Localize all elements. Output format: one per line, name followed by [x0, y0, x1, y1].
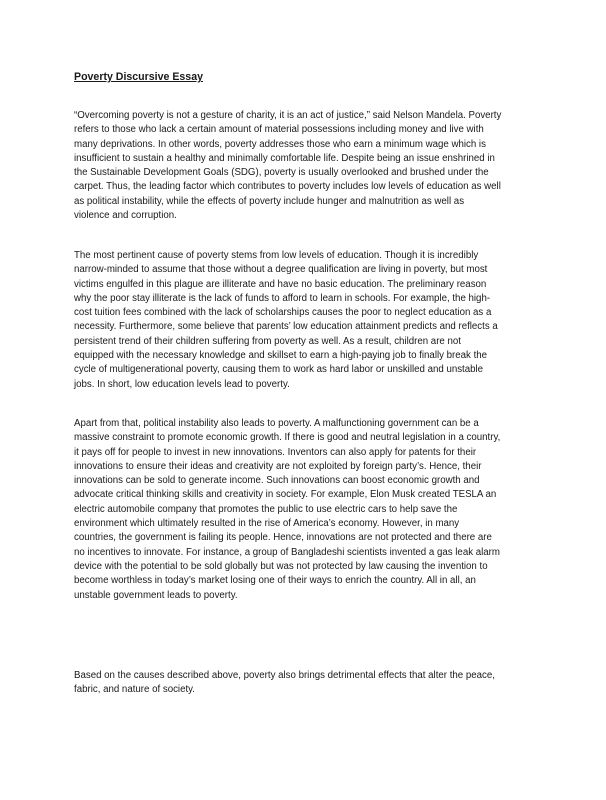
document-title: Poverty Discursive Essay — [74, 71, 203, 83]
paragraph-education: The most pertinent cause of poverty stems from low levels of education. Though it is incredibly narrow-minded to assume that those without a degree qualification are living in poverty, but most victims engulfed in this plague are illiterate and have no basic education. The preliminary reason why the poor stay illiterate is the lack of funds to afford to learn in schools. For example, the high- cost tuition fees combined with the lack of scholarships causes the poor to neglect education as a necessity. Furthermore, some believe that parents’ low education attainment predicts and reflects a persistent trend of their children suffering from poverty as well. As a result, children are not equipped with the necessary knowledge and skillset to earn a high-paying job to finally break the cycle of multigenerational poverty, causing them to work as hard labor or unskilled and unstable jobs. In short, low education levels lead to poverty. — [74, 250, 498, 390]
paragraph-introduction: “Overcoming poverty is not a gesture of charity, it is an act of justice,” said Nelson Mandela. Poverty refers to those who lack a certain amount of material possessions including money and live with many deprivations. In other words, poverty addresses those who earn a minimum wage which is insufficient to sustain a healthy and minimally comfortable life. Despite being an issue enshrined in the Sustainable Development Goals (SDG), poverty is usually overlooked and brushed under the carpet. Thus, the leading factor which contributes to poverty includes low levels of education as well as political instability, while the effects of poverty include hunger and malnutrition as well as violence and corruption. — [74, 110, 502, 222]
paragraph-effects-transition: Based on the causes described above, poverty also brings detrimental effects that alter the peace, fabric, and nature of society. — [74, 670, 495, 696]
paragraph-political-instability: Apart from that, political instability also leads to poverty. A malfunctioning government can be a massive constraint to promote economic growth. If there is good and neutral legislation in a country, it pays off for people to invest in new innovations. Inventors can also apply for patents for their innovations to ensure their ideas and creativity are not exploited by foreign party’s. Hence, their innovations can be sold to generate income. Such innovations can boost economic growth and advocate critical thinking skills and creativity in society. For example, Elon Musk created TESLA an electric automobile company that promotes the public to use electric cars to help save the environment which ultimately resulted in the rise of America’s economy. However, in many countries, the government is failing its people. Hence, innovations are not protected and there are no incentives to innovate. For instance, a group of Bangladeshi scientists invented a gas leak alarm device with the potential to be sold globally but was not protected by law causing the invention to become worthless in today’s market losing one of their ways to enrich the country. All in all, an unstable government leads to poverty. — [74, 418, 501, 601]
